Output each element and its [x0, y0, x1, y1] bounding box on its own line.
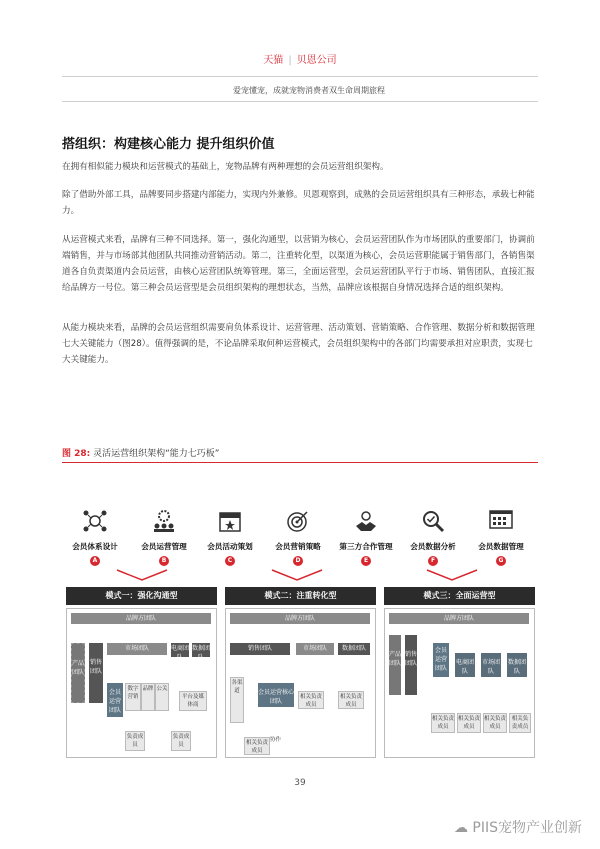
capability-label-a: 会员体系设计	[72, 542, 118, 551]
mode-1-ecom-team: 电商团队	[171, 645, 190, 661]
brand-tmall: 天猫	[263, 55, 284, 66]
badge-d: D	[293, 556, 303, 566]
watermark-text: PIIS宠物产业创新	[472, 820, 582, 836]
paragraph-4: 从能力模块来看，品牌的会员运营组织需要肩负体系设计、运营管理、活动策划、营销策略、合作管理、数据分析和数据管理七大关键能力（图28）。值得强调的是，不论品牌采取何种运营模式，会员组织架构中的各部门均需要承担对应职责，实现七大关键能力。	[62, 323, 535, 365]
mode-2-brand-team: 品牌方团队	[230, 613, 370, 624]
badge-a: A	[90, 556, 100, 566]
calendar-icon	[217, 508, 243, 534]
mode-3-member-b: 相关负责成员	[457, 713, 481, 733]
mode-2-diagram	[225, 608, 376, 758]
mode-1-pr: 公关	[155, 683, 169, 711]
page-number: 39	[294, 778, 306, 788]
paragraph-3: 从运营模式来看，品牌有三种不同选择。第一，强化沟通型，以营销为核心，会员运营团队作为市场团队的重要部门，协调前端销售，并与市场部其他团队共同推动营销活动。第二，注重转化型，以渠道为核心，会员运营职能属于销售部门，各销售渠道各自负责渠道内会员运营，由核心运营团队统筹管理。第三，全面运营型，会员运营团队平行于市场、销售团队，直接汇报给品牌方一号位。第三种会员运营型是会员组织架构的理想状态，当然，品牌应该根据自身情况选择合适的组织架构。	[62, 235, 535, 293]
mode-2-header: 模式二：注重转化型	[225, 587, 376, 605]
mode-1-header: 模式一：强化沟通型	[66, 587, 217, 605]
badge-f: F	[428, 556, 438, 566]
team-gear-icon	[151, 508, 177, 534]
mode-1-data-team: 数据团队	[192, 645, 211, 661]
mode-2-channels: 各渠道	[230, 677, 244, 723]
database-icon	[488, 508, 514, 534]
mode-3-sales-team: 销售团队	[405, 635, 417, 695]
mode-1-member-a: 负责成员	[125, 731, 145, 751]
mode-3-member-a: 相关负责成员	[431, 713, 455, 733]
badge-e: E	[361, 556, 371, 566]
brand-separator: |	[288, 55, 292, 66]
mode-3-data-team: 数据团队	[507, 653, 527, 677]
mode-3-member-c: 相关负责成员	[483, 713, 507, 733]
badge-c: C	[225, 556, 235, 566]
mode-2-member-a: 相关负责成员	[298, 691, 324, 709]
mode-2-member-b: 相关负责成员	[338, 691, 364, 709]
caption-divider	[62, 462, 538, 463]
target-icon	[285, 508, 311, 534]
mode-1-brand-team: 品牌方团队	[71, 613, 211, 624]
mode-3-member-d: 相关负责成员	[509, 713, 531, 733]
mode-1-brand: 品牌	[141, 683, 155, 711]
header-divider-2	[62, 101, 538, 102]
figure-label: 图 28:	[62, 449, 91, 459]
mode-1-member-ops-team: 会员运营团队	[107, 683, 123, 717]
mode-2-collab-label: 协作	[270, 737, 282, 743]
mode-3-product-team: 产品团队	[389, 635, 401, 695]
mode-1-market-team: 市场团队	[107, 643, 167, 655]
brand-bain: 贝恩公司	[296, 55, 337, 66]
mode-3-brand-team: 品牌方团队	[389, 613, 529, 624]
mode-2-core-team: 会员运营核心团队	[258, 683, 294, 707]
capability-label-d: 会员营销策略	[275, 542, 321, 551]
badge-g: G	[496, 556, 506, 566]
capability-label-e: 第三方合作管理	[339, 542, 393, 551]
section-title: 搭组织：构建核心能力 提升组织价值	[62, 137, 275, 152]
mode-1-member-b: 负责成员	[171, 731, 191, 751]
capability-label-c: 会员活动策划	[207, 542, 253, 551]
capability-label-b: 会员运营管理	[141, 542, 187, 551]
mode-2-data-team: 数据团队	[338, 643, 370, 655]
mode-3-market-team: 市场团队	[481, 653, 501, 677]
figure-caption	[62, 446, 219, 459]
figure-title: 灵活运营组织架构“能力七巧板”	[93, 449, 220, 459]
mode-3-header: 模式三：全面运营型	[384, 587, 535, 605]
mode-1-diagram	[66, 608, 217, 758]
mode-1-product-team: 产品团队	[71, 643, 85, 703]
capability-label-f: 会员数据分析	[410, 542, 456, 551]
mode-3-ecom-team: 电商团队	[455, 653, 475, 677]
chevron-connectors	[62, 566, 538, 586]
header-brand	[0, 51, 600, 66]
badge-b: B	[159, 556, 169, 566]
network-icon	[82, 508, 108, 534]
mode-2-member-c: 相关负责成员	[244, 737, 270, 755]
mode-1-sales-team: 销售团队	[89, 643, 103, 703]
header-subtitle: 爱宠懂宠，成就宠物消费者双生命周期旅程	[233, 86, 385, 95]
header-divider	[62, 76, 538, 77]
mode-2-sales-team: 销售团队	[230, 643, 290, 655]
mode-1-platform-media: 平台及媒体商	[179, 691, 207, 711]
paragraph-1: 在拥有相似能力模块和运营模式的基础上，宠物品牌有两种理想的会员运营组织架构。	[62, 162, 389, 172]
paragraph-2: 除了借助外部工具，品牌要同步搭建内部能力，实现内外兼修。贝恩观察到，成熟的会员运营组织具有三种形态，承载七种能力。	[62, 190, 535, 216]
capability-label-g: 会员数据管理	[478, 542, 524, 551]
mode-2-market-team: 市场团队	[296, 643, 334, 655]
mode-3-member-ops: 会员运营团队	[433, 643, 449, 677]
handshake-icon	[353, 508, 379, 534]
mode-1-digital-marketing: 数字营销	[125, 683, 141, 711]
magnifier-icon	[420, 508, 446, 534]
watermark	[454, 817, 582, 837]
wechat-icon: ☁	[453, 820, 468, 836]
mode-3-diagram	[384, 608, 535, 758]
